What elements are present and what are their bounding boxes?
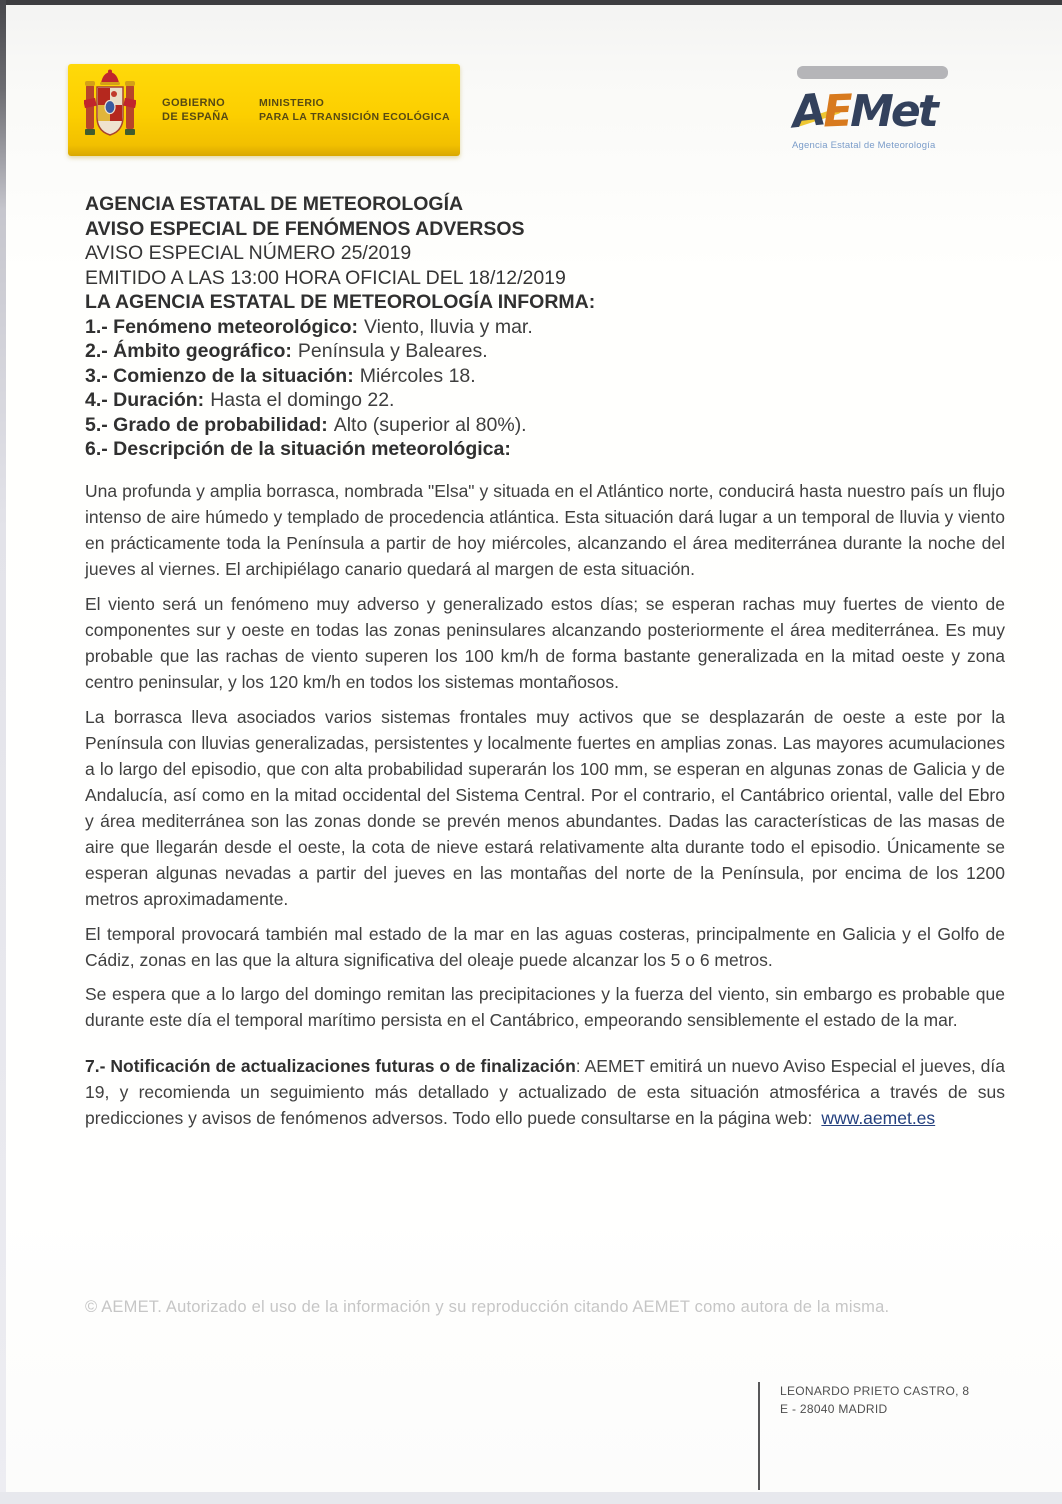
paragraph-lluvias: La borrasca lleva asociados varios sistemas frontales muy activos que se desplazarán de oeste a este por la Península con lluvias generalizadas, persistentes y localmente fuertes en amplias zonas. Las mayores acumulaciones a lo largo del episodio, que con alta probabilidad superarán los 100 mm, se esperan en algunas zonas de Galicia y de Andalucía, así como en la mitad occidental del Sistema Central. Por el contrario, el Cantábrico oriental, valle del Ebro y área mediterránea son las zonas donde se prevén menos abundantes. Dadas las características de las masas de aire que llegarán desde el oeste, la cota de nieve estará relativamente alta durante todo el episodio. Únicamente se esperan algunas nevadas a partir del jueves en las montañas del norte de la Península, por encima de los 1200 metros aproximadamente.: [85, 706, 1005, 909]
heading-agency: AGENCIA ESTATAL DE METEOROLOGÍA: [85, 193, 464, 215]
logo-top-bar: [797, 66, 948, 79]
address-divider: [758, 1382, 760, 1490]
scan-top-edge: [0, 0, 1062, 5]
spain-coat-of-arms-icon: [84, 69, 136, 152]
government-banner: [68, 64, 460, 156]
address-line-2: E - 28040 MADRID: [780, 1402, 888, 1416]
item-probabilidad: 5.- Grado de probabilidad: Alto (superior al 80%).: [85, 413, 527, 436]
aemet-logo-wordmark: AEMet: [789, 84, 936, 139]
heading-emitido: EMITIDO A LAS 13:00 HORA OFICIAL DEL 18/12/2019: [85, 266, 566, 289]
paragraph-domingo: Se espera que a lo largo del domingo remitan las precipitaciones y la fuerza del viento, sin embargo es probable que durante este día el temporal marítimo persista en el Cantábrico, empeorando sensiblemente el estado de la mar.: [85, 983, 1005, 1030]
ministerio-label: MINISTERIO PARA LA TRANSICIÓN ECOLÓGICA: [258, 97, 451, 123]
item-fenomeno: 1.- Fenómeno meteorológico: Viento, lluvia y mar.: [85, 315, 533, 338]
aemet-logo: [789, 84, 972, 151]
heading-informa: LA AGENCIA ESTATAL DE METEOROLOGÍA INFORMA:: [85, 291, 596, 313]
heading-aviso-numero: AVISO ESPECIAL NÚMERO 25/2019: [85, 242, 412, 264]
aemet-website-link[interactable]: www.aemet.es: [821, 1107, 936, 1128]
paragraph-viento: El viento será un fenómeno muy adverso y generalizado estos días; se esperan rachas muy fuertes de viento de componentes sur y oeste en todas las zonas peninsulares alcanzando posteriormente el área mediterránea. Es muy probable que las rachas de viento superen los 100 km/h de forma bastante generalizada en la mitad oeste y zona centro peninsular, y los 120 km/h en todos los sistemas montañosos.: [85, 593, 1005, 692]
address-line-1: LEONARDO PRIETO CASTRO, 8: [780, 1384, 970, 1398]
paragraph-mar: El temporal provocará también mal estado de la mar en las aguas costeras, principalmente en Galicia y el Golfo de Cádiz, zonas en las que la altura significativa del oleaje puede alcanzar los 5 o 6 metros.: [85, 923, 1005, 970]
item-comienzo: 3.- Comienzo de la situación: Miércoles 18.: [85, 364, 476, 387]
heading-aviso-especial: AVISO ESPECIAL DE FENÓMENOS ADVERSOS: [85, 217, 525, 240]
item-ambito: 2.- Ámbito geográfico: Península y Baleares.: [85, 340, 488, 362]
gobierno-de-espana-label: GOBIERNO DE ESPAÑA: [162, 97, 229, 123]
section-7-notificacion: 7.- Notificación de actualizaciones futuras o de finalización: AEMET emitirá un nuevo Aviso Especial el jueves, día 19, y recomienda un seguimiento más detallado y actualizado de esta situación atmosférica a través de sus predicciones y avisos de fenómenos adversos. Todo ello puede consultarse en la página web: www.aemet.es: [85, 1055, 1005, 1128]
address-block: [758, 1380, 969, 1418]
document-title-block: [85, 192, 1005, 315]
copyright-notice: © AEMET. Autorizado el uso de la información y su reproducción citando AEMET como autora de la misma.: [85, 1298, 890, 1316]
advisory-items-list: [85, 315, 1005, 462]
scan-left-edge: [0, 0, 6, 1504]
document-body: [85, 192, 1005, 1131]
aemet-logo-subtitle: Agencia Estatal de Meteorología: [792, 140, 936, 151]
item-descripcion: 6.- Descripción de la situación meteorológica:: [85, 438, 511, 460]
address-text: [780, 1380, 969, 1418]
paragraph-borrasca-elsa: Una profunda y amplia borrasca, nombrada "Elsa" y situada en el Atlántico norte, conducirá hasta nuestro país un flujo intenso de aire húmedo y templado de procedencia atlántica. Esta situación dará lugar a un temporal de lluvia y viento en prácticamente toda la Península a partir de hoy miércoles, alcanzando el área mediterránea durante la noche del jueves al viernes. El archipiélago canario quedará al margen de esta situación.: [85, 480, 1005, 579]
section-7-body: : AEMET emitirá un nuevo Aviso Especial el jueves, día 19, y recomienda un seguimiento más detallado y actualizado de esta situación atmosférica a través de sus predicciones y avisos de fenómenos adversos. Todo ello puede consultarse en la página web:: [85, 1055, 1005, 1128]
item-duracion: 4.- Duración: Hasta el domingo 22.: [85, 389, 395, 411]
scan-bottom-edge: [0, 1492, 1062, 1504]
